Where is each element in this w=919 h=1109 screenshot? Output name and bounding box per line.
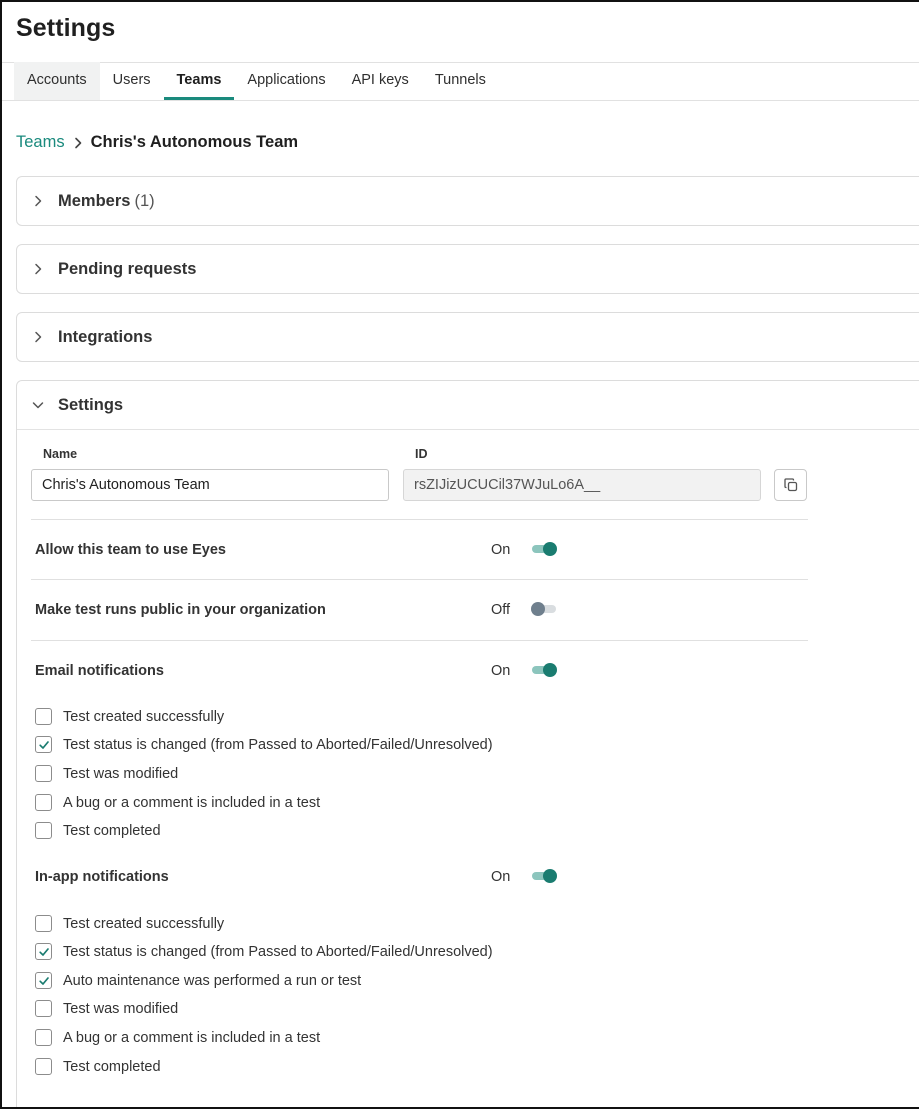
checkbox-label: Test created successfully	[63, 915, 225, 932]
checkbox-label: Test status is changed (from Passed to Aborted/Failed/Unresolved)	[63, 943, 493, 960]
eyes-toggle[interactable]	[531, 540, 559, 558]
members-title: Members	[58, 191, 131, 210]
tabs-divider	[2, 100, 919, 101]
checkbox[interactable]	[35, 943, 52, 960]
tab-teams[interactable]: Teams	[164, 62, 235, 100]
divider	[31, 640, 808, 641]
checkbox-label: Test created successfully	[63, 708, 225, 725]
checkbox[interactable]	[35, 1000, 52, 1017]
tab-bar	[14, 62, 499, 100]
inapp-option-auto-maintenance[interactable]	[35, 972, 361, 989]
checkbox[interactable]	[35, 915, 52, 932]
integrations-panel[interactable]	[16, 312, 919, 362]
integrations-title: Integrations	[58, 327, 153, 346]
email-option-test-completed[interactable]	[35, 822, 161, 839]
id-label: ID	[415, 447, 428, 461]
email-option-test-created[interactable]	[35, 708, 224, 725]
tab-applications[interactable]: Applications	[247, 71, 326, 88]
checkmark-icon	[38, 975, 50, 987]
inapp-option-bug-comment[interactable]	[35, 1029, 320, 1046]
breadcrumb-current: Chris's Autonomous Team	[90, 133, 299, 151]
email-notifications-label: Email notifications	[35, 663, 164, 679]
public-runs-toggle[interactable]	[531, 600, 559, 618]
inapp-option-test-modified[interactable]	[35, 1000, 178, 1017]
team-id-field[interactable]	[403, 469, 761, 501]
checkbox-label: Test completed	[63, 822, 161, 839]
checkbox[interactable]	[35, 1058, 52, 1075]
public-runs-label: Make test runs public in your organization	[35, 602, 326, 618]
breadcrumb-teams-link[interactable]: Teams	[16, 133, 65, 151]
checkbox[interactable]	[35, 794, 52, 811]
pending-requests-panel[interactable]	[16, 244, 919, 294]
chevron-right-icon	[31, 330, 45, 344]
team-name-input[interactable]	[31, 469, 389, 501]
tab-accounts[interactable]: Accounts	[14, 62, 100, 100]
eyes-setting-label: Allow this team to use Eyes	[35, 542, 226, 558]
checkbox[interactable]	[35, 822, 52, 839]
copy-icon	[783, 477, 799, 493]
checkbox-label: Test status is changed (from Passed to Aborted/Failed/Unresolved)	[63, 736, 493, 753]
email-notifications-state: On	[491, 663, 511, 679]
checkbox[interactable]	[35, 736, 52, 753]
inapp-option-test-completed[interactable]	[35, 1058, 161, 1075]
copy-id-button[interactable]	[774, 469, 807, 501]
chevron-down-icon	[31, 398, 45, 412]
checkbox-label: Test was modified	[63, 765, 179, 782]
inapp-notifications-state: On	[491, 869, 511, 885]
members-panel[interactable]	[16, 176, 919, 226]
email-option-status-changed[interactable]	[35, 736, 493, 753]
divider	[31, 579, 808, 580]
name-label: Name	[43, 447, 78, 461]
checkbox-label: Auto maintenance was performed a run or test	[63, 972, 362, 989]
checkbox-label: Test completed	[63, 1058, 161, 1075]
checkbox-label: A bug or a comment is included in a test	[63, 794, 321, 811]
members-count: (1)	[134, 191, 155, 210]
inapp-notifications-toggle[interactable]	[531, 867, 559, 885]
checkmark-icon	[38, 946, 50, 958]
tab-tunnels[interactable]: Tunnels	[434, 71, 486, 88]
inapp-option-status-changed[interactable]	[35, 943, 493, 960]
checkbox[interactable]	[35, 972, 52, 989]
chevron-right-icon	[31, 262, 45, 276]
settings-panel-title: Settings	[58, 395, 124, 414]
pending-requests-title: Pending requests	[58, 259, 197, 278]
email-option-bug-comment[interactable]	[35, 794, 320, 811]
chevron-right-icon	[31, 194, 45, 208]
inapp-notifications-label: In-app notifications	[35, 869, 169, 885]
settings-panel	[16, 380, 919, 1109]
settings-panel-header[interactable]	[17, 381, 919, 430]
checkbox[interactable]	[35, 765, 52, 782]
email-option-test-modified[interactable]	[35, 765, 178, 782]
checkbox-label: A bug or a comment is included in a test	[63, 1029, 321, 1046]
checkmark-icon	[38, 739, 50, 751]
public-runs-state-label: Off	[491, 602, 511, 618]
checkbox[interactable]	[35, 708, 52, 725]
chevron-right-icon	[70, 135, 86, 151]
page-title: Settings	[16, 14, 116, 42]
checkbox[interactable]	[35, 1029, 52, 1046]
checkbox-label: Test was modified	[63, 1000, 179, 1017]
divider	[31, 519, 808, 520]
eyes-state-label: On	[491, 542, 511, 558]
email-notifications-toggle[interactable]	[531, 661, 559, 679]
breadcrumb	[16, 133, 298, 152]
tab-users[interactable]: Users	[112, 71, 151, 88]
tab-api-keys[interactable]: API keys	[351, 71, 409, 88]
inapp-option-test-created[interactable]	[35, 915, 224, 932]
